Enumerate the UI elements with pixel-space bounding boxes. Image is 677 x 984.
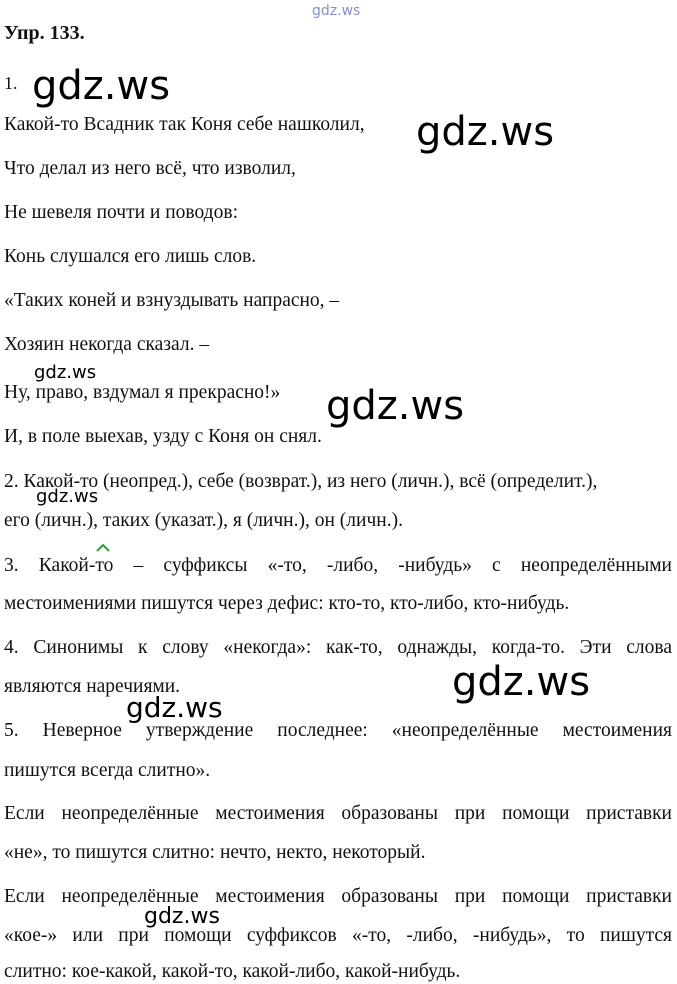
poem-number: 1. bbox=[4, 73, 18, 93]
poem-line: Какой-то Всадник так Коня себе нашколил, bbox=[4, 114, 365, 135]
poem-line: Что делал из него всё, что изволил, bbox=[4, 158, 296, 179]
watermark: gdz.ws bbox=[416, 109, 555, 155]
watermark: gdz.ws bbox=[452, 659, 591, 705]
suffix-mark-icon bbox=[96, 544, 110, 552]
poem-line: «Таких коней и взнуздывать напрасно, – bbox=[4, 290, 340, 311]
watermark: gdz.ws bbox=[326, 383, 465, 429]
poem-line: Ну, право, вздумал я прекрасно!» bbox=[4, 382, 281, 403]
watermark-top: gdz.ws bbox=[312, 3, 361, 19]
watermark: gdz.ws bbox=[126, 691, 223, 724]
answer-2-line: его (личн.), таких (указат.), я (личн.), он (личн.). bbox=[4, 510, 403, 531]
rule-1-line: Если неопределённые местоимения образованы при помощи приставки bbox=[4, 803, 672, 824]
poem-line: И, в поле выехав, узду с Коня он снял. bbox=[4, 426, 322, 447]
answer-5-line: пишутся всегда слитно». bbox=[4, 760, 211, 781]
poem-line: Не шевеля почти и поводов: bbox=[4, 202, 238, 223]
answer-2-line: 2. Какой-то (неопред.), себе (возврат.), из него (личн.), всё (определит.), bbox=[4, 471, 598, 492]
answer-4-line: являются наречиями. bbox=[4, 676, 181, 697]
watermark: gdz.ws bbox=[36, 486, 99, 507]
rule-2-line: слитно: кое-какой, какой-то, какой-либо, какой-нибудь. bbox=[4, 961, 461, 982]
rule-2-line: Если неопределённые местоимения образованы при помощи приставки bbox=[4, 886, 672, 907]
answer-3-line: 3. Какой-то – суффиксы «-то, -либо, -нибудь» с неопределёнными bbox=[4, 555, 672, 576]
rule-2-line: «кое-» или при помощи суффиксов «-то, -либо, -нибудь», то пишутся bbox=[4, 925, 672, 946]
answer-5-line: 5. Неверное утверждение последнее: «неопределённые местоимения bbox=[4, 720, 672, 741]
rule-1-line: «не», то пишутся слитно: нечто, некто, некоторый. bbox=[4, 842, 426, 863]
poem-line: Хозяин некогда сказал. – bbox=[4, 334, 210, 355]
watermark: gdz.ws bbox=[34, 362, 97, 383]
watermark: gdz.ws bbox=[144, 904, 220, 929]
answer-4-line: 4. Синонимы к слову «некогда»: как-то, однажды, когда-то. Эти слова bbox=[4, 637, 672, 658]
answer-3-line: местоимениями пишутся через дефис: кто-то, кто-либо, кто-нибудь. bbox=[4, 593, 570, 614]
exercise-title: Упр. 133. bbox=[4, 22, 85, 44]
watermark: gdz.ws bbox=[32, 63, 171, 109]
poem-line: Конь слушался его лишь слов. bbox=[4, 246, 257, 267]
